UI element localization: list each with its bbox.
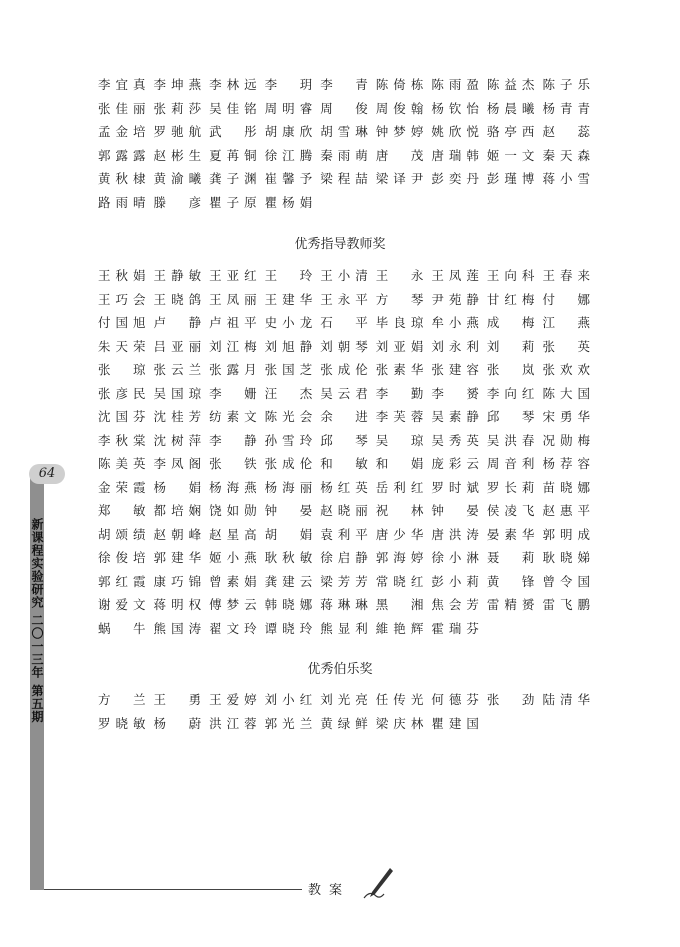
name-cell: 李秋棠 (98, 432, 146, 448)
name-cell: 和敏 (320, 456, 368, 471)
name-cell: 胡康欣 (264, 124, 313, 139)
name-cell: 张彦民 (98, 385, 146, 401)
name-cell: 徐小淋 (431, 550, 479, 565)
name-cell: 石平 (320, 315, 368, 330)
name-cell: 王玲 (264, 268, 313, 283)
name-cell: 滕彦 (153, 194, 202, 210)
name-cell: 张佳丽 (98, 100, 146, 116)
name-cell: 毕良琼 (375, 315, 424, 330)
name-cell: 陈大国 (542, 385, 590, 401)
name-cell: 霍瑞芬 (431, 620, 479, 636)
name-cell: 郑敏 (98, 503, 146, 518)
name-cell: 翟文玲 (209, 620, 257, 636)
name-cell: 杨钦怡 (431, 100, 479, 116)
name-cell: 任传光 (375, 692, 424, 707)
name-cell: 骆亭西 (486, 124, 535, 139)
name-cell: 史小龙 (264, 315, 313, 330)
name-cell: 张欢欢 (542, 362, 590, 377)
bole-award-heading: 优秀伯乐奖 (307, 662, 373, 677)
bole-name-grid (98, 688, 598, 735)
name-cell: 赵星高 (209, 526, 257, 542)
name-cell: 唐洪涛 (431, 526, 479, 542)
name-cell: 王亚红 (209, 268, 257, 283)
name-cell: 雷精赟 (486, 597, 535, 612)
name-cell: 周明睿 (264, 100, 313, 116)
name-cell: 张露月 (209, 362, 257, 377)
name-cell: 王向科 (486, 268, 535, 283)
name-cell: 张建容 (431, 362, 479, 377)
student-name-grid (98, 73, 598, 214)
name-cell: 陈益杰 (486, 77, 535, 92)
name-cell: 蒋明权 (153, 597, 202, 612)
name-cell: 梁译尹 (375, 171, 424, 186)
name-cell: 尹苑静 (431, 291, 479, 307)
name-cell: 钟晏 (431, 503, 479, 518)
name-cell: 袁利平 (320, 526, 368, 542)
name-cell: 郭露露 (98, 147, 146, 163)
name-cell: 吴云君 (320, 385, 368, 401)
name-cell: 彭瑾博 (486, 171, 535, 186)
name-cell: 曾令国 (542, 573, 590, 589)
name-cell: 侯凌飞 (486, 503, 535, 518)
footer-rule (44, 889, 302, 890)
name-cell: 杨海丽 (264, 479, 313, 495)
name-cell: 蒋小雪 (542, 171, 590, 186)
name-cell: 陈倚栋 (375, 77, 424, 92)
name-cell: 李凤阁 (153, 456, 202, 471)
name-cell: 吕亚丽 (153, 338, 202, 354)
name-cell: 纺素文 (209, 409, 257, 424)
name-cell: 张素华 (375, 362, 424, 377)
name-cell: 赵朝峰 (153, 526, 202, 542)
name-cell: 张英 (542, 338, 590, 354)
name-cell: 沈桂芳 (153, 409, 202, 424)
name-cell: 王凤丽 (209, 291, 257, 307)
name-cell: 付娜 (542, 291, 590, 307)
name-cell: 郭光兰 (264, 715, 313, 731)
name-cell: 何德芬 (431, 692, 479, 707)
name-cell: 李向红 (486, 385, 535, 401)
name-cell: 吴秀英 (431, 432, 479, 448)
name-cell: 郭红霞 (98, 573, 146, 589)
name-cell: 姬小燕 (209, 550, 257, 565)
name-cell: 陈光会 (264, 409, 313, 424)
name-cell: 康巧锦 (153, 573, 202, 589)
name-cell: 熊国涛 (153, 620, 202, 636)
name-cell: 瞿子原 (209, 194, 257, 210)
name-cell: 吴洪春 (486, 432, 535, 448)
name-cell: 祝林 (375, 503, 424, 518)
name-cell: 梁庆林 (375, 715, 424, 731)
name-cell: 耿秋敏 (264, 550, 313, 565)
name-cell: 刘亚娟 (375, 338, 424, 354)
name-cell: 宋勇华 (542, 409, 590, 424)
name-cell: 杨荐容 (542, 456, 590, 471)
page-number: 64 (29, 464, 65, 484)
name-cell: 杨红英 (320, 479, 368, 495)
name-cell: 胡雪琳 (320, 124, 368, 139)
name-cell: 钟晏 (264, 503, 313, 518)
name-cell: 雷飞鹏 (542, 597, 590, 612)
name-cell: 张岚 (486, 362, 535, 377)
name-cell: 张劲 (486, 692, 535, 707)
name-cell: 黄秋棣 (98, 171, 146, 186)
name-cell: 姚欣悦 (431, 124, 479, 139)
name-cell: 陆清华 (542, 692, 590, 707)
name-cell: 汪杰 (264, 385, 313, 401)
name-cell: 吴国琼 (153, 385, 202, 401)
name-cell: 黑湘 (375, 597, 424, 612)
name-cell: 周俊 (320, 100, 368, 116)
name-cell: 杨蔚 (153, 715, 202, 731)
name-cell: 谢爱文 (98, 597, 146, 612)
name-cell: 况勋梅 (542, 432, 590, 448)
name-cell: 黄渝曦 (153, 171, 202, 186)
name-cell: 张琼 (98, 362, 146, 377)
name-cell: 成梅 (486, 315, 535, 330)
name-cell: 谭晓玲 (264, 620, 313, 636)
name-cell: 杨娟 (153, 479, 202, 495)
name-cell: 徐俊培 (98, 550, 146, 565)
name-cell: 赵惠平 (542, 503, 590, 518)
name-cell: 常晓红 (375, 573, 424, 589)
name-cell: 朱天荣 (98, 338, 146, 354)
name-cell: 郭海婷 (375, 550, 424, 565)
name-cell: 张成伦 (264, 456, 313, 471)
name-cell: 周俊翰 (375, 100, 424, 116)
name-cell: 唐茂 (375, 147, 424, 163)
name-cell: 王巧会 (98, 291, 146, 307)
name-cell: 李青 (320, 77, 368, 92)
name-cell: 李林远 (209, 77, 257, 92)
name-cell: 王小清 (320, 268, 368, 283)
name-cell: 王秋娟 (98, 268, 146, 283)
name-cell: 曾素娟 (209, 573, 257, 589)
name-cell: 刘莉 (486, 338, 535, 354)
name-cell: 李坤燕 (153, 77, 202, 92)
name-cell: 刘永利 (431, 338, 479, 354)
name-cell: 彭奕丹 (431, 171, 479, 186)
pen-icon (362, 866, 396, 900)
name-cell: 唐瑞韩 (431, 147, 479, 163)
name-cell: 刘旭静 (264, 338, 313, 354)
name-cell: 晏素华 (486, 526, 535, 542)
name-cell: 甘红梅 (486, 291, 535, 307)
name-cell: 刘江梅 (209, 338, 257, 354)
name-cell: 卢静 (153, 315, 202, 330)
name-cell: 瞿建国 (431, 715, 479, 731)
name-cell: 岳利红 (375, 479, 424, 495)
name-cell: 罗驰航 (153, 124, 202, 139)
name-cell: 吴琼 (375, 432, 424, 448)
name-cell: 蜗牛 (98, 620, 146, 636)
name-cell: 陈雨盈 (431, 77, 479, 92)
name-cell: 胡娟 (264, 526, 313, 542)
name-cell: 罗时斌 (431, 479, 479, 495)
name-cell: 杨海燕 (209, 479, 257, 495)
name-cell: 江燕 (542, 315, 590, 330)
name-cell: 王爱婷 (209, 692, 257, 707)
name-cell: 孙雪玲 (264, 432, 313, 448)
name-cell: 秦天森 (542, 147, 590, 163)
name-cell: 黄锋 (486, 573, 535, 589)
name-cell: 杨青青 (542, 100, 590, 116)
name-cell: 維艳辉 (375, 620, 424, 636)
name-cell: 李勤 (375, 385, 424, 401)
name-cell: 邱琴 (486, 409, 535, 424)
name-cell: 焦会芳 (431, 597, 479, 612)
name-cell: 王勇 (153, 692, 202, 707)
name-cell: 王静敏 (153, 268, 202, 283)
name-cell: 刘朝琴 (320, 338, 368, 354)
name-cell: 刘光亮 (320, 692, 368, 707)
name-cell: 孟金培 (98, 124, 146, 139)
name-cell: 都培娴 (153, 503, 202, 518)
name-cell: 陈子乐 (542, 77, 590, 92)
name-cell: 张云兰 (153, 362, 202, 377)
footer-label: 教案 (308, 883, 351, 898)
name-cell: 沈国芬 (98, 409, 146, 424)
name-cell: 方琴 (375, 291, 424, 307)
name-cell: 付国旭 (98, 315, 146, 330)
name-cell: 吴佳铭 (209, 100, 257, 116)
name-cell: 邱琴 (320, 432, 368, 448)
journal-title: 新课程实验研究 二〇一三年 第五期 (30, 518, 44, 724)
name-cell: 彭小莉 (431, 573, 479, 589)
name-cell: 徐启静 (320, 550, 368, 565)
name-cell: 徐江腾 (264, 147, 313, 163)
name-cell: 沈树萍 (153, 432, 202, 448)
name-cell: 张国芝 (264, 362, 313, 377)
name-cell: 王永 (375, 268, 424, 283)
name-cell: 胡颂绩 (98, 526, 146, 542)
name-cell: 周音利 (486, 456, 535, 471)
name-cell: 秦雨萌 (320, 147, 368, 163)
name-cell: 夏苒铜 (209, 147, 257, 163)
name-cell: 王春来 (542, 268, 590, 283)
teacher-name-grid (98, 264, 598, 640)
name-cell: 李赟 (431, 385, 479, 401)
name-cell: 王永平 (320, 291, 368, 307)
name-cell: 陈美英 (98, 456, 146, 471)
name-cell: 罗晓敏 (98, 715, 146, 731)
name-cell: 赵彬生 (153, 147, 202, 163)
name-cell: 梁芳芳 (320, 573, 368, 589)
name-cell: 姬一文 (486, 147, 535, 163)
name-cell: 龚建云 (264, 573, 313, 589)
name-cell: 吴素静 (431, 409, 479, 424)
name-cell: 郭明成 (542, 526, 590, 542)
name-cell: 苗晓娜 (542, 479, 590, 495)
name-cell: 李宜真 (98, 77, 146, 92)
name-cell: 张莉莎 (153, 100, 202, 116)
name-cell: 王晓鸽 (153, 291, 202, 307)
name-cell: 武彤 (209, 124, 257, 139)
name-cell: 耿晓娣 (542, 550, 590, 565)
teacher-award-heading: 优秀指导教师奖 (294, 237, 386, 252)
name-cell: 熊显利 (320, 620, 368, 636)
name-cell: 卢祖平 (209, 315, 257, 330)
name-cell: 张成伦 (320, 362, 368, 377)
name-cell: 黄绿鲜 (320, 715, 368, 731)
name-cell: 庞彩云 (431, 456, 479, 471)
name-cell: 金荣霞 (98, 479, 146, 495)
name-cell: 王凤莲 (431, 268, 479, 283)
name-cell: 李玥 (264, 77, 313, 92)
name-cell: 崔馨予 (264, 171, 313, 186)
name-cell: 唐少华 (375, 526, 424, 542)
name-cell: 杨晨曦 (486, 100, 535, 116)
name-cell: 刘小红 (264, 692, 313, 707)
name-cell: 王建华 (264, 291, 313, 307)
name-cell: 瞿杨娟 (264, 194, 313, 210)
name-cell: 李静 (209, 432, 257, 448)
name-cell: 龚子渊 (209, 171, 257, 186)
name-cell: 路雨晴 (98, 194, 146, 210)
name-cell: 赵蕊 (542, 124, 590, 139)
name-cell: 钟梦婷 (375, 124, 424, 139)
name-cell: 韩晓娜 (264, 597, 313, 612)
name-cell: 牟小燕 (431, 315, 479, 330)
name-cell: 方兰 (98, 692, 146, 707)
name-cell: 和娟 (375, 456, 424, 471)
name-cell: 饶如勋 (209, 503, 257, 518)
name-cell: 蒋琳琳 (320, 597, 368, 612)
name-cell: 洪江蓉 (209, 715, 257, 731)
name-cell: 李姗 (209, 385, 257, 401)
name-cell: 张铁 (209, 456, 257, 471)
name-cell: 梁程喆 (320, 171, 368, 186)
name-cell: 聂莉 (486, 550, 535, 565)
name-cell: 李芙蓉 (375, 409, 424, 424)
name-cell: 傅梦云 (209, 597, 257, 612)
name-cell: 罗长莉 (486, 479, 535, 495)
name-cell: 余进 (320, 409, 368, 424)
name-cell: 郭建华 (153, 550, 202, 565)
name-cell: 赵晓丽 (320, 503, 368, 518)
